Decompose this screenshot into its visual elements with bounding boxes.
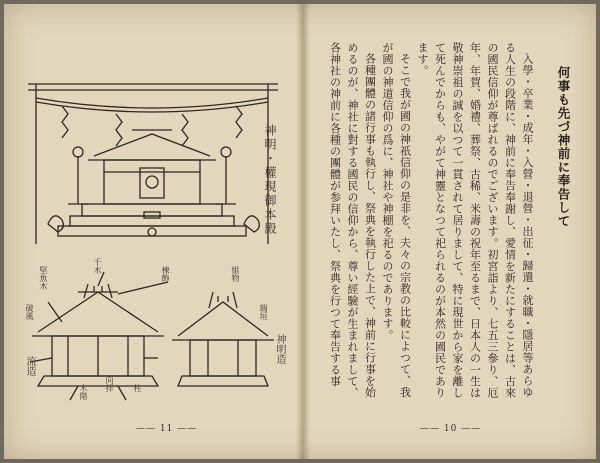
chapter-heading: 何事も先づ神前に奉告して bbox=[556, 66, 571, 228]
label-kumi: 組物 bbox=[231, 266, 240, 282]
paragraph: 入學・卒業・成年・入營・退營・出征・歸還・就職・隱居等あらゆる人生の段階に、神前に奉告奉謝し、愛情を新たにすることは、古來の國民信仰が尊ばれるのでございます。初宮詣より、七五三參り、厄年、年賀、婚禮、葬祭、古稀、米壽の祝年至るまで、日本人の一生は敬神崇祖の誠を以つて一貫されて居りまして、特に現世から家を離して死んでからも、やがて神靈となつて祀られるのが本然の國民であります。 bbox=[416, 42, 534, 399]
label-shinmei: 神明造 bbox=[274, 334, 285, 364]
shrine-caption: 神明・權現御本殿 bbox=[263, 124, 277, 236]
body-text bbox=[324, 42, 536, 402]
page-number-left: —— 11 —— bbox=[136, 424, 198, 434]
label-chigi: 千木 bbox=[93, 258, 102, 274]
label-hashira: 柱 bbox=[133, 384, 142, 392]
left-page bbox=[4, 4, 302, 459]
label-katsuogi: 堅魚木 bbox=[39, 266, 48, 290]
label-kibashi: 木階 bbox=[79, 384, 88, 400]
shrine-altar-illustration bbox=[22, 74, 284, 250]
label-magaki: 瑞垣 bbox=[259, 304, 268, 320]
label-wakare: 破風 bbox=[25, 304, 34, 320]
label-nagare: 流造 bbox=[24, 356, 35, 376]
paragraph: そこで我が國の神祇信仰の是非を、夫々の宗教の比較によつて、我が國の神道信仰の爲に、神社や神棚を祀るのであります。 bbox=[381, 42, 412, 398]
label-kaidan: 向拝 bbox=[105, 376, 114, 392]
page-number-right: —— 10 —— bbox=[420, 424, 482, 434]
paragraph: 各種團體の諸行事も執行し、祭典を執行した上で、神前に行事を始めるのが、神社に對する國民の信仰から、尊い經驗が生まれまして、各神社の神前に各種の團體が参拜いたし、祭典を行つて奉告する事 bbox=[328, 42, 377, 399]
right-page bbox=[302, 4, 596, 459]
book-spread bbox=[4, 4, 596, 459]
label-munakazari: 棟飾 bbox=[161, 266, 170, 282]
shrine-architecture-illustration bbox=[18, 262, 288, 412]
